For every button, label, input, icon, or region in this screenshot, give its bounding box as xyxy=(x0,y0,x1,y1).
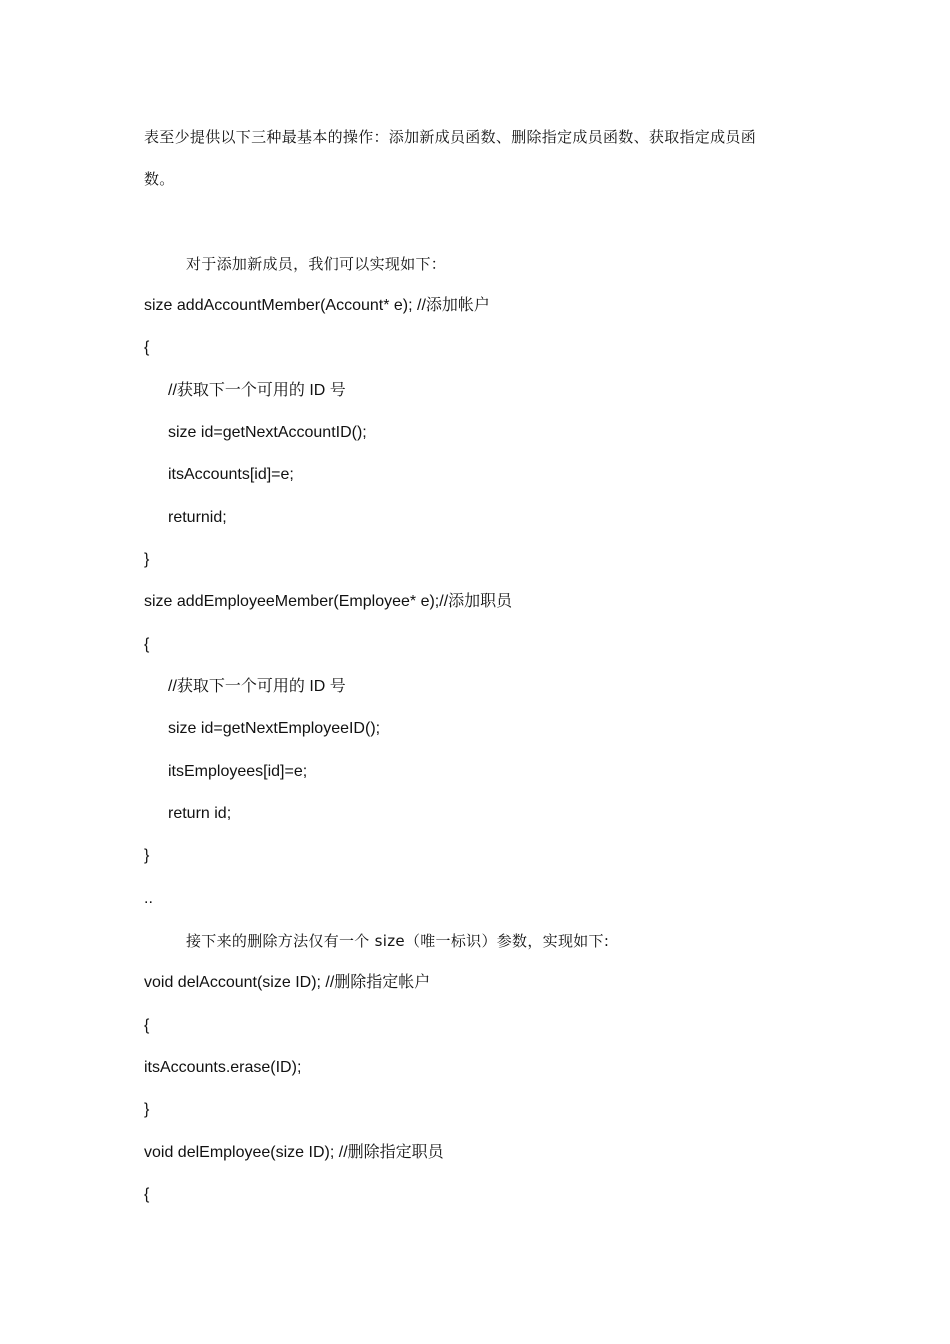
code-line-comment-next-id: //获取下一个可用的 ID 号 xyxy=(168,382,346,399)
intro-paragraph-line-2: 数。 xyxy=(144,170,175,188)
code-line-erase-account: itsAccounts.erase(ID); xyxy=(144,1059,302,1076)
code-line-get-next-account-id: size id=getNextAccountID(); xyxy=(168,424,367,441)
code-line-ellipsis: .. xyxy=(144,890,153,907)
add-member-intro: 对于添加新成员，我们可以实现如下： xyxy=(186,255,447,273)
code-line-open-brace: { xyxy=(144,1017,150,1034)
code-line-open-brace: { xyxy=(144,1186,150,1203)
code-line-close-brace: } xyxy=(144,551,150,568)
code-line-comment-next-id: //获取下一个可用的 ID 号 xyxy=(168,678,346,695)
code-line-assign-account: itsAccounts[id]=e; xyxy=(168,466,294,483)
code-line-open-brace: { xyxy=(144,636,150,653)
code-line-add-employee-signature: size addEmployeeMember(Employee* e);//添加职员 xyxy=(144,593,513,610)
code-line-close-brace: } xyxy=(144,847,150,864)
code-line-add-account-signature: size addAccountMember(Account* e); //添加帐户 xyxy=(144,297,490,314)
code-line-open-brace: { xyxy=(144,339,150,356)
code-line-close-brace: } xyxy=(144,1101,150,1118)
code-line-assign-employee: itsEmployees[id]=e; xyxy=(168,763,308,780)
code-line-del-account-signature: void delAccount(size ID); //删除指定帐户 xyxy=(144,974,431,991)
code-line-del-employee-signature: void delEmployee(size ID); //删除指定职员 xyxy=(144,1144,444,1161)
intro-paragraph-line-1: 表至少提供以下三种最基本的操作：添加新成员函数、删除指定成员函数、获取指定成员函 xyxy=(144,128,757,146)
code-line-get-next-employee-id: size id=getNextEmployeeID(); xyxy=(168,720,381,737)
code-line-return-id: return id; xyxy=(168,805,232,822)
delete-method-intro: 接下来的删除方法仅有一个 size（唯一标识）参数，实现如下: xyxy=(186,932,610,950)
code-line-return-id: returnid; xyxy=(168,509,227,526)
